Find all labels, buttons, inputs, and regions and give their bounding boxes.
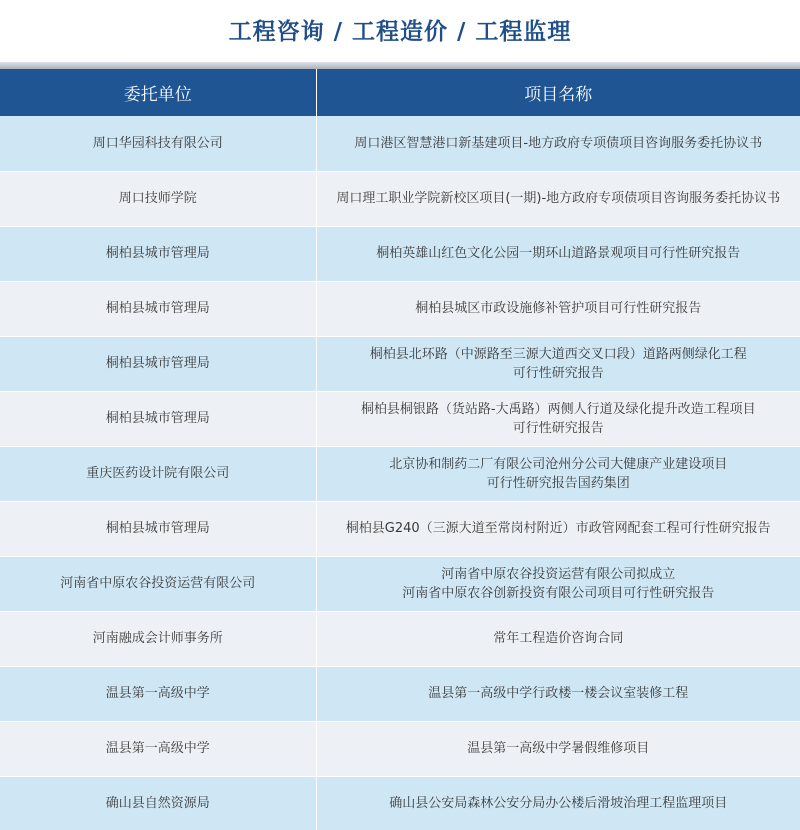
project-name-text: 北京协和制药二厂有限公司沧州分公司大健康产业建设项目 [389, 456, 728, 472]
project-name-text: 可行性研究报告国药集团 [486, 475, 630, 491]
table-row [0, 336, 800, 391]
client-unit-text: 桐柏县城市管理局 [105, 246, 210, 261]
project-name-cell [316, 721, 800, 776]
client-unit-cell [0, 556, 316, 611]
table-row [0, 776, 800, 830]
project-name-cell [316, 281, 800, 336]
client-unit-text: 周口技师学院 [118, 191, 197, 206]
project-name-text: 桐柏县北环路（中源路至三源大道西交叉口段）道路两侧绿化工程 [369, 346, 747, 362]
table-top-bar [0, 62, 800, 69]
project-name-text: 可行性研究报告 [512, 365, 604, 381]
header-client-unit: 委托单位 [0, 69, 316, 116]
project-name-cell [316, 611, 800, 666]
project-name-cell [316, 556, 800, 611]
table-row [0, 721, 800, 776]
client-unit-text: 桐柏县城市管理局 [105, 411, 210, 426]
client-unit-cell [0, 336, 316, 391]
project-name-cell [316, 776, 800, 830]
client-unit-text: 重庆医药设计院有限公司 [86, 466, 230, 481]
client-unit-cell [0, 776, 316, 830]
table-row [0, 501, 800, 556]
table-row [0, 226, 800, 281]
project-name-cell [316, 171, 800, 226]
project-name-text: 桐柏县城区市政设施修补管护项目可行性研究报告 [415, 301, 702, 316]
client-unit-cell [0, 281, 316, 336]
project-name-text: 温县第一高级中学行政楼一楼会议室装修工程 [428, 686, 689, 701]
table-row [0, 611, 800, 666]
project-name-text: 确山县公安局森林公安分局办公楼后滑坡治理工程监理项目 [389, 796, 728, 811]
project-name-text: 常年工程造价咨询合同 [493, 631, 624, 646]
project-name-text: 桐柏县桐银路（货站路-大禹路）两侧人行道及绿化提升改造工程项目 [360, 401, 756, 417]
page-title: 工程咨询 / 工程造价 / 工程监理 [228, 19, 572, 45]
project-name-text: 河南省中原农谷投资运营有限公司拟成立 [441, 566, 676, 582]
project-name-cell [316, 391, 800, 446]
project-name-cell [316, 501, 800, 556]
project-name-text: 桐柏英雄山红色文化公园一期环山道路景观项目可行性研究报告 [376, 246, 741, 261]
project-name-text: 桐柏县G240（三源大道至常岗村附近）市政管网配套工程可行性研究报告 [345, 521, 771, 536]
table-row [0, 171, 800, 226]
project-name-text: 周口港区智慧港口新基建项目-地方政府专项债项目咨询服务委托协议书 [354, 135, 763, 151]
project-name-cell [316, 116, 800, 171]
project-name-text: 河南省中原农谷创新投资有限公司项目可行性研究报告 [402, 585, 715, 601]
client-unit-text: 周口华园科技有限公司 [92, 135, 223, 151]
client-unit-text: 温县第一高级中学 [105, 741, 210, 756]
client-unit-cell [0, 226, 316, 281]
client-unit-text: 温县第一高级中学 [105, 686, 210, 701]
client-unit-cell [0, 611, 316, 666]
client-unit-text: 桐柏县城市管理局 [105, 356, 210, 371]
table-row [0, 666, 800, 721]
client-unit-text: 河南省中原农谷投资运营有限公司 [60, 576, 256, 591]
client-unit-cell [0, 721, 316, 776]
client-unit-cell [0, 501, 316, 556]
project-name-cell [316, 336, 800, 391]
table-body [0, 116, 800, 830]
client-unit-cell [0, 171, 316, 226]
project-name-text: 温县第一高级中学暑假维修项目 [467, 741, 650, 756]
table-row [0, 446, 800, 501]
project-name-text: 周口理工职业学院新校区项目(一期)-地方政府专项债项目咨询服务委托协议书 [336, 191, 781, 206]
client-unit-cell [0, 446, 316, 501]
client-unit-text: 确山县自然资源局 [105, 796, 210, 811]
table-row [0, 116, 800, 171]
client-unit-cell [0, 666, 316, 721]
project-name-cell [316, 446, 800, 501]
client-unit-text: 河南融成会计师事务所 [92, 631, 223, 646]
project-name-cell [316, 666, 800, 721]
projects-table [0, 69, 800, 830]
table-row [0, 281, 800, 336]
client-unit-cell [0, 391, 316, 446]
table-row [0, 391, 800, 446]
table-row [0, 556, 800, 611]
project-name-text: 可行性研究报告 [512, 420, 604, 436]
table-header-row [0, 69, 800, 116]
header-project-name: 项目名称 [316, 69, 800, 116]
client-unit-cell [0, 116, 316, 171]
client-unit-text: 桐柏县城市管理局 [105, 521, 210, 536]
project-name-cell [316, 226, 800, 281]
client-unit-text: 桐柏县城市管理局 [105, 301, 210, 316]
